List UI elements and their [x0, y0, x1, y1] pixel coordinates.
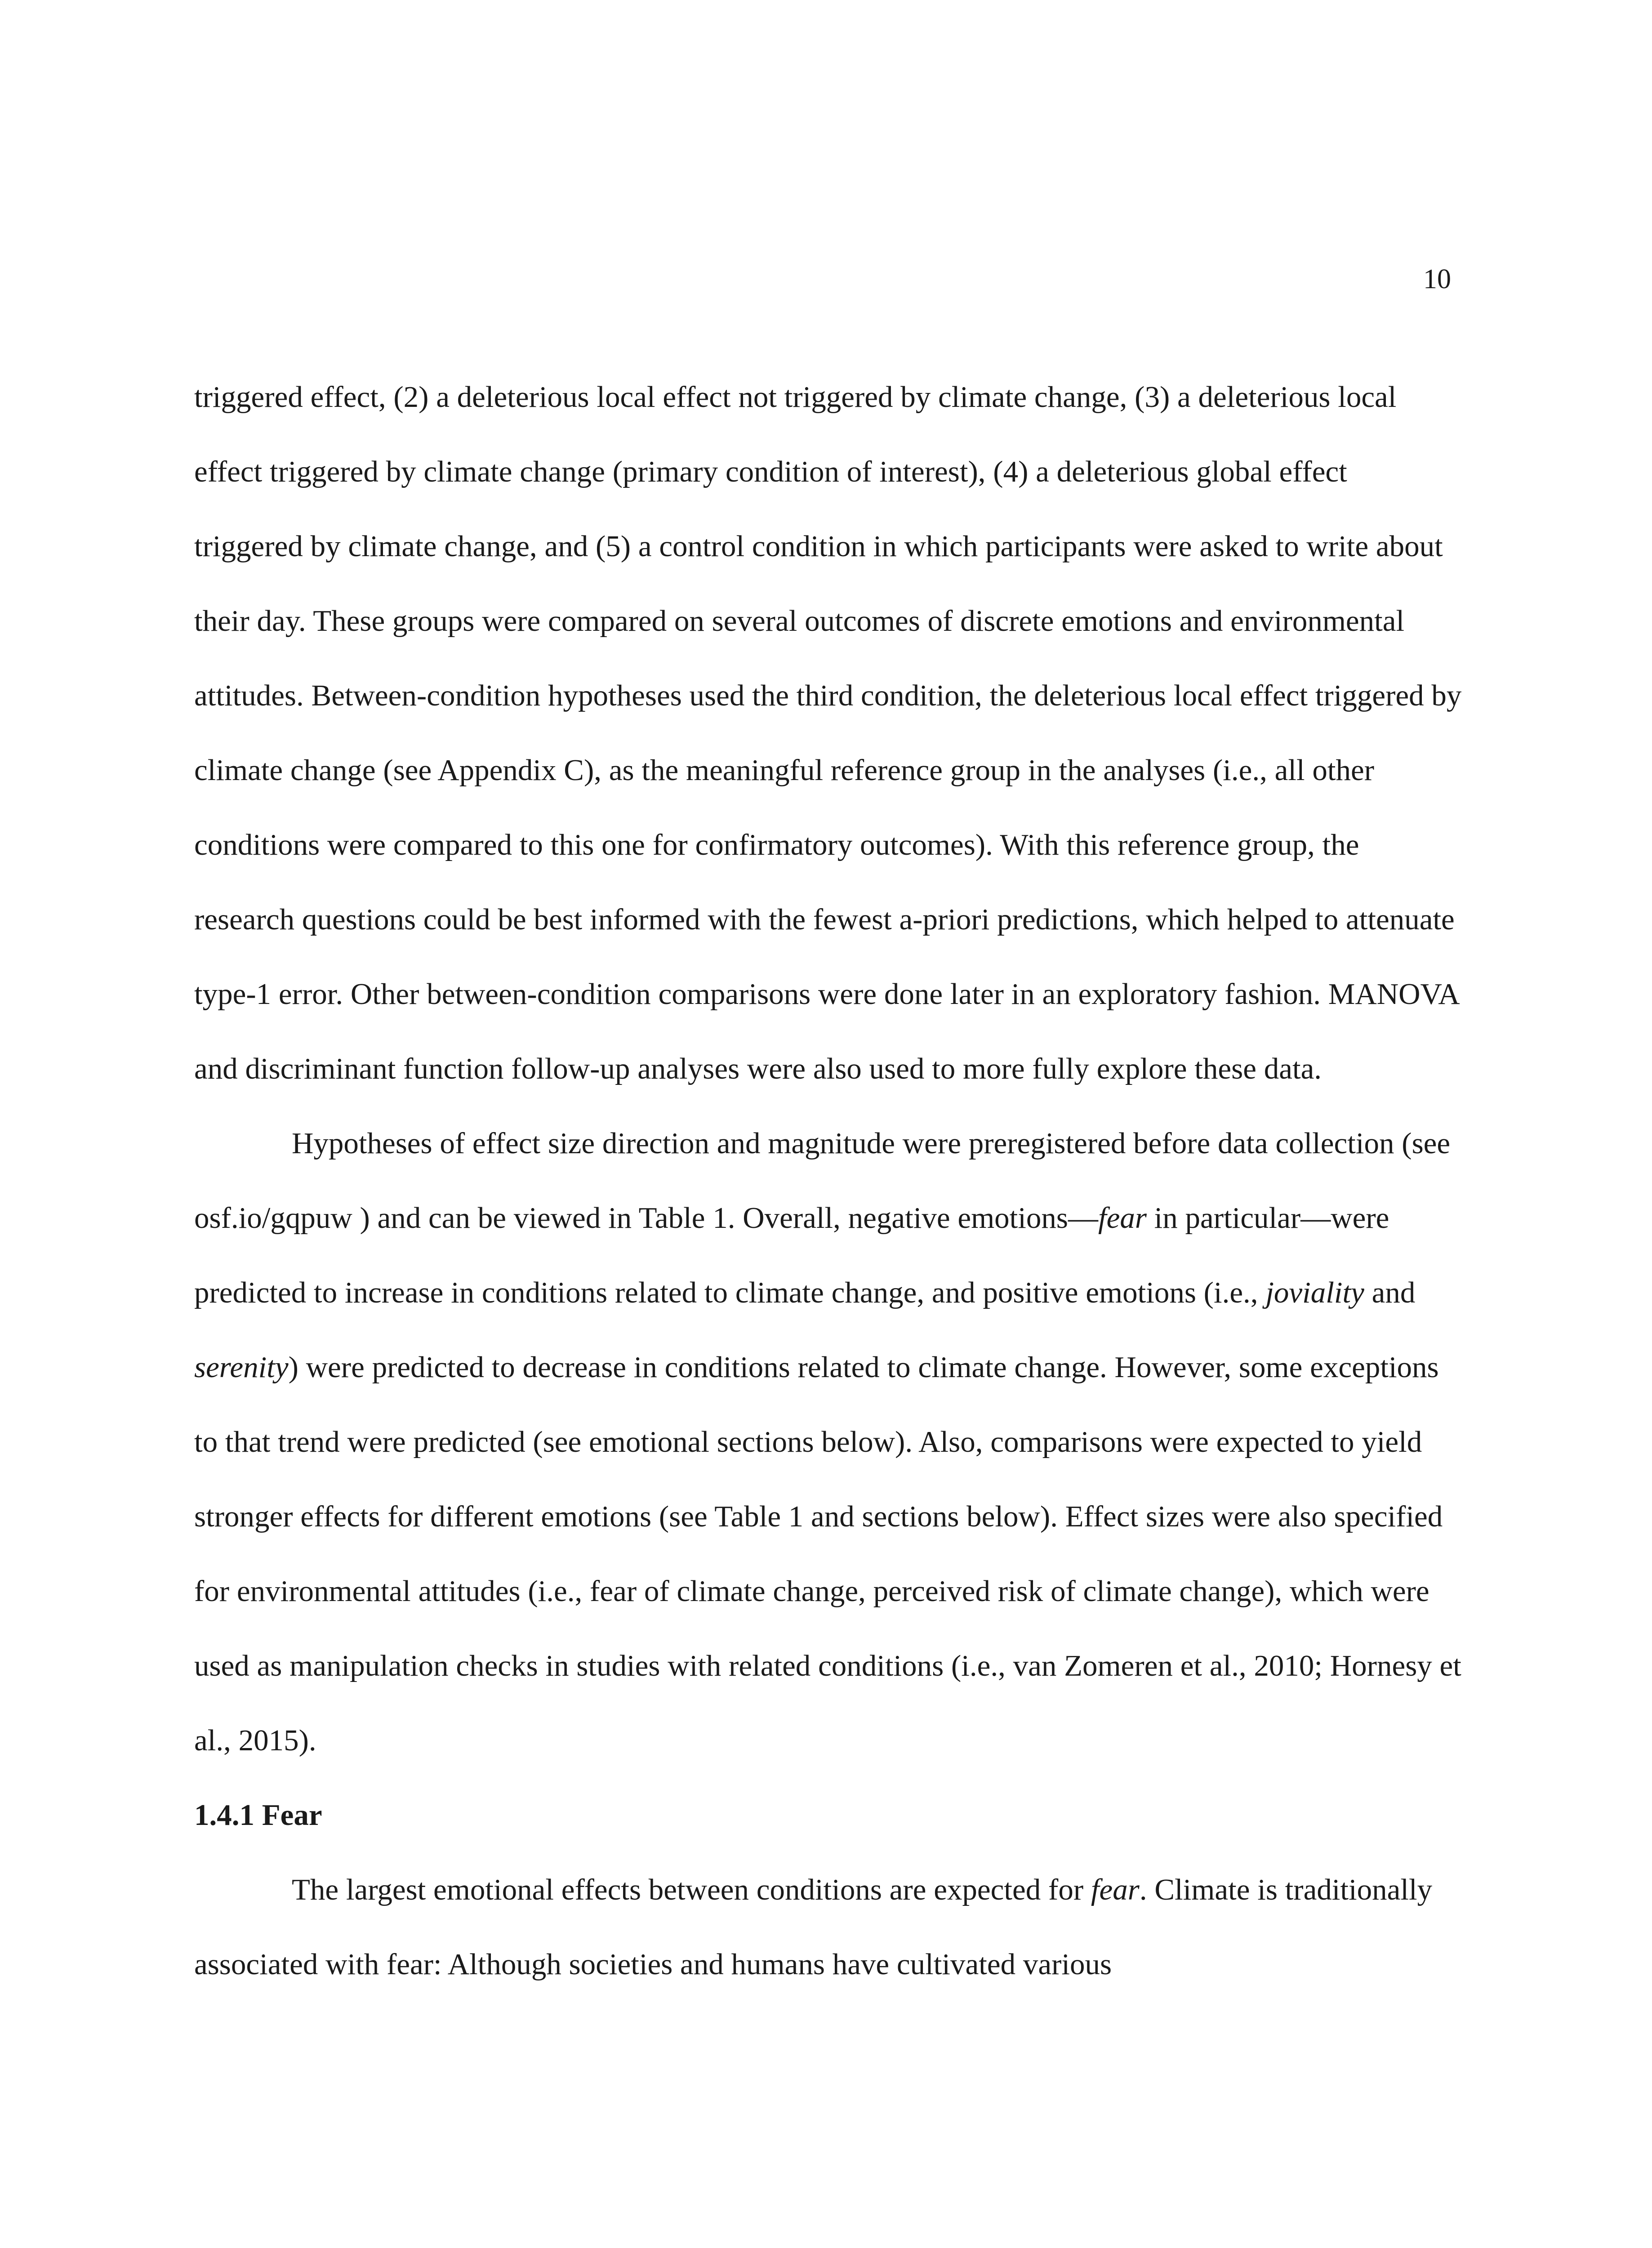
- page-number: 10: [1423, 264, 1451, 294]
- text-run: in particular—were predicted to increase in conditions related to climate change, and positive emotions (i.e.,: [194, 1201, 1389, 1309]
- text-run: and: [1364, 1276, 1416, 1309]
- text-run: Hypotheses of effect size direction and magnitude were preregistered before data collection (see osf.io/gqpuw ) and can be viewed in Table 1. Overall, negative emotions—: [194, 1127, 1451, 1235]
- paragraph-conditions: triggered effect, (2) a deleterious local effect not triggered by climate change, (3) a deleterious local effect triggered by climate change (primary condition of interest), (4) a deleterious global effect triggered by climate change, and (5) a control condition in which participants were asked to write about their day. These groups were compared on several outcomes of discrete emotions and environmental attitudes. Between-condition hypotheses used the third condition, the deleterious local effect triggered by climate change (see Appendix C), as the meaningful reference group in the analyses (i.e., all other conditions were compared to this one for confirmatory outcomes). With this reference group, the research questions could be best informed with the fewest a-priori predictions, which helped to attenuate type-1 error. Other between-condition comparisons were done later in an exploratory fashion. MANOVA and discriminant function follow-up analyses were also used to more fully explore these data.: [194, 380, 1462, 1085]
- text-run: ) were predicted to decrease in conditions related to climate change. However, some exceptions to that trend were predicted (see emotional sections below). Also, comparisons were expected to yield stronger effects for different emotions (see Table 1 and sections below). Effect sizes were also specified for environmental attitudes (i.e., fear of climate change, perceived risk of climate change), which were used as manipulation checks in studies with related conditions (i.e., van Zomeren et al., 2010; Hornesy et al., 2015).: [194, 1351, 1461, 1757]
- italic-term-fear: fear: [1091, 1873, 1140, 1906]
- text-run: The largest emotional effects between conditions are expected for: [292, 1873, 1091, 1906]
- italic-term-fear: fear: [1098, 1201, 1147, 1235]
- document-body: [194, 360, 1462, 2002]
- paragraph-hypotheses: [194, 1106, 1462, 1778]
- italic-term-joviality: joviality: [1265, 1276, 1364, 1309]
- section-heading: 1.4.1 Fear: [194, 1798, 322, 1832]
- italic-term-serenity: serenity: [194, 1351, 289, 1384]
- text-run: . Climate is traditionally associated with fear: Although societies and humans have cultivated various: [194, 1873, 1433, 1981]
- paragraph-fear: [194, 1852, 1462, 2002]
